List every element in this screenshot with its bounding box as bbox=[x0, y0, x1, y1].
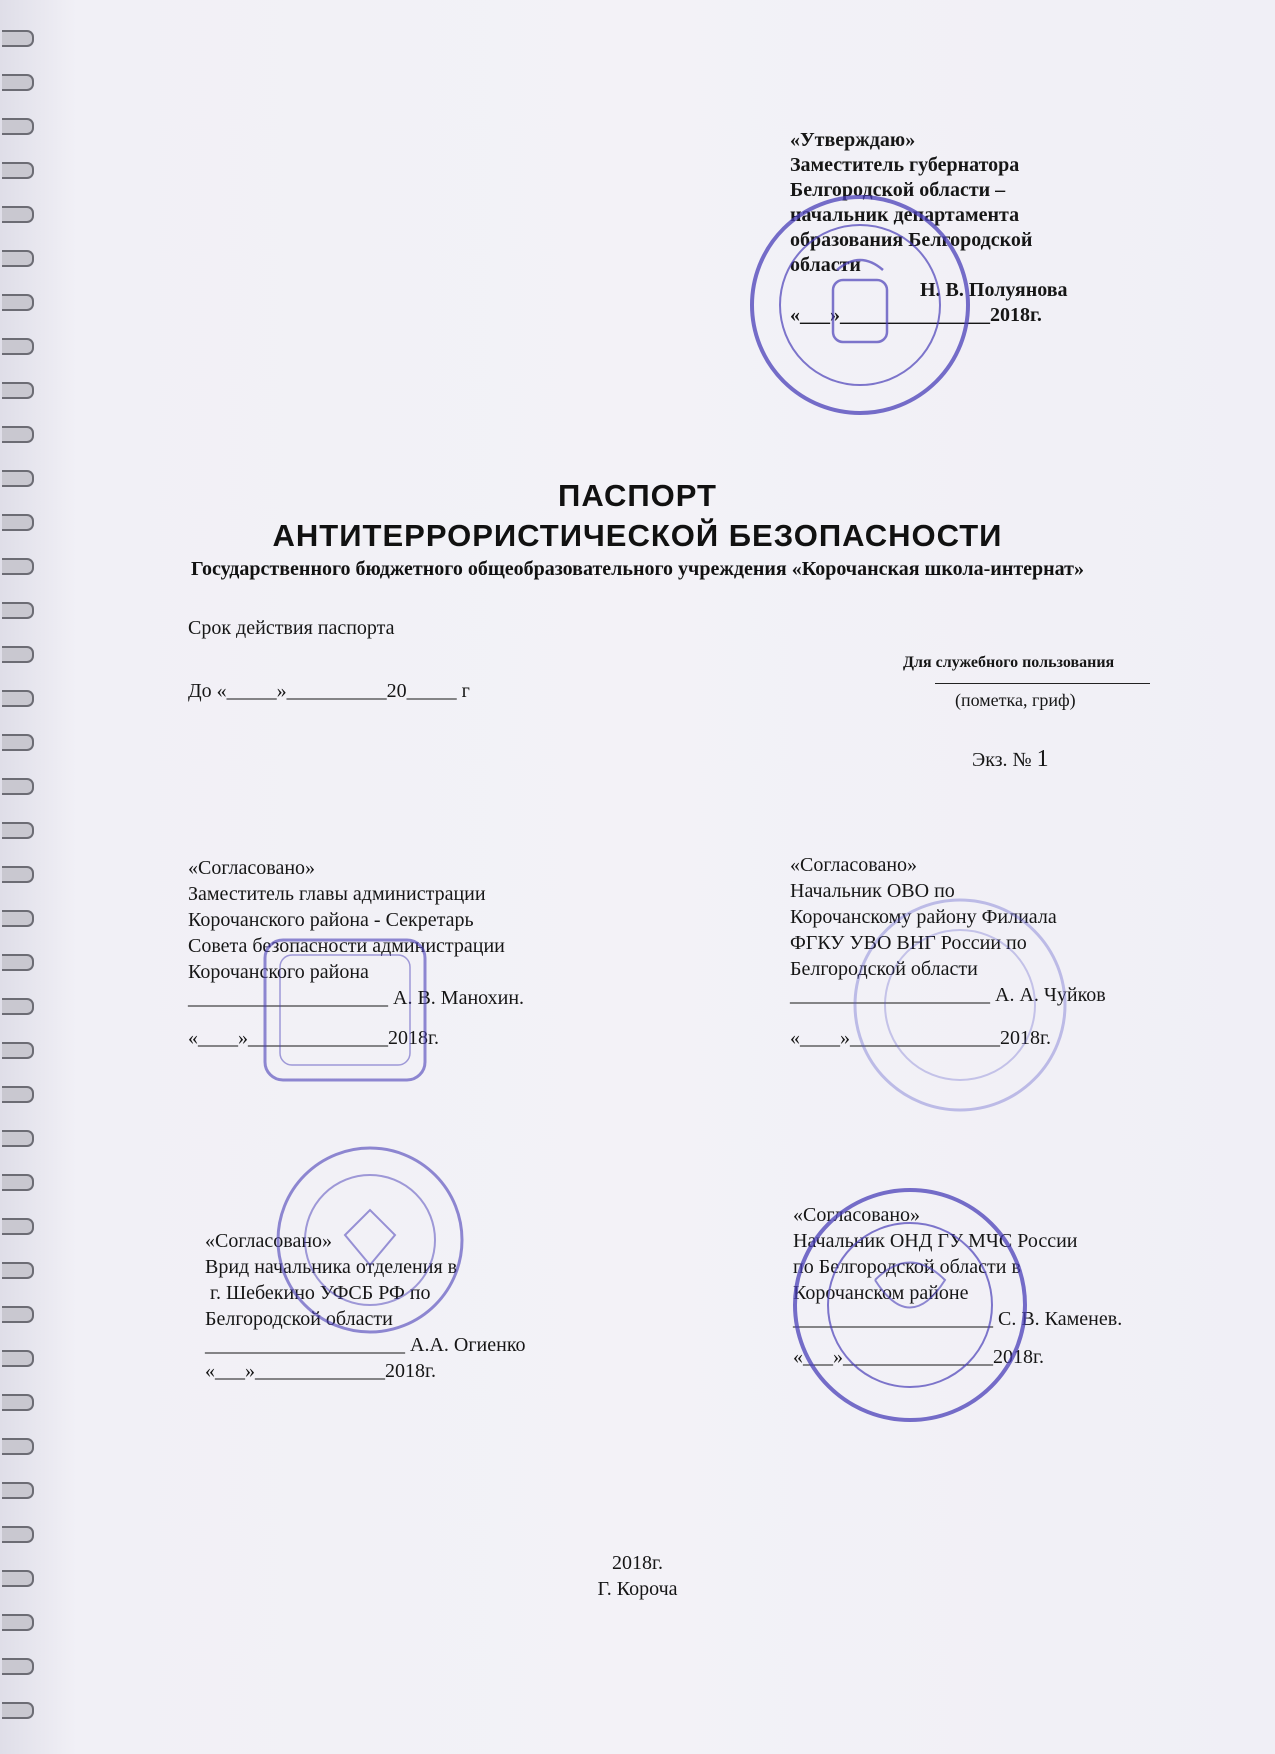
agreed-line: Совета безопасности администрации bbox=[188, 935, 505, 957]
institution-name: Государственного бюджетного общеобразовательного учреждения «Корочанская школа-интернат» bbox=[190, 558, 1084, 580]
agreed-signer: ____________________ А. А. Чуйков bbox=[790, 984, 1106, 1006]
binding-ring bbox=[2, 118, 34, 135]
classification-mark: (пометка, гриф) bbox=[955, 690, 1076, 710]
copy-number bbox=[972, 746, 1049, 773]
binding-ring bbox=[2, 30, 34, 47]
binding-ring bbox=[2, 1130, 34, 1147]
approval-signer: Н. В. Полуянова bbox=[920, 279, 1068, 301]
binding-ring bbox=[2, 338, 34, 355]
binding-ring bbox=[2, 954, 34, 971]
agreed-line: Начальник ОНД ГУ МЧС России bbox=[793, 1230, 1078, 1252]
classification-line bbox=[935, 683, 1150, 684]
validity-until: До «_____»__________20_____ г bbox=[188, 680, 470, 702]
agreed-line: Корочанского района - Секретарь bbox=[188, 909, 474, 931]
agreed-block-mchs bbox=[793, 1202, 1153, 1370]
validity-label: Срок действия паспорта bbox=[188, 617, 395, 639]
agreed-heading: «Согласовано» bbox=[188, 857, 316, 879]
binding-ring bbox=[2, 250, 34, 267]
approval-heading: «Утверждаю» bbox=[790, 129, 916, 151]
binding-ring bbox=[2, 1174, 34, 1191]
binding-ring bbox=[2, 1526, 34, 1543]
binding-ring bbox=[2, 1614, 34, 1631]
binding-ring bbox=[2, 426, 34, 443]
agreed-date: «___»_____________2018г. bbox=[205, 1360, 436, 1382]
binding-ring bbox=[2, 822, 34, 839]
agreed-date: «____»______________2018г. bbox=[188, 1027, 439, 1049]
copy-label: Экз. № bbox=[972, 749, 1032, 771]
binding-ring bbox=[2, 998, 34, 1015]
agreed-heading: «Согласовано» bbox=[790, 854, 918, 876]
footer bbox=[0, 1550, 1275, 1602]
approval-line: образования Белгородской bbox=[790, 229, 1033, 251]
agreed-block-fsb bbox=[205, 1228, 545, 1384]
agreed-line: Врид начальника отделения в bbox=[205, 1256, 458, 1278]
binding-ring bbox=[2, 1394, 34, 1411]
binding-ring bbox=[2, 1218, 34, 1235]
binding-ring bbox=[2, 602, 34, 619]
agreed-line: Корочанского района bbox=[188, 961, 369, 983]
approval-line: Белгородской области – bbox=[790, 179, 1006, 201]
binding-ring bbox=[2, 1702, 34, 1719]
approval-line: начальник департамента bbox=[790, 204, 1020, 226]
footer-year: 2018г. bbox=[612, 1552, 663, 1574]
copy-number-value: 1 bbox=[1036, 746, 1049, 772]
binding-ring bbox=[2, 646, 34, 663]
binding-ring bbox=[2, 1482, 34, 1499]
binding-ring bbox=[2, 206, 34, 223]
binding-ring bbox=[2, 1658, 34, 1675]
binding-ring bbox=[2, 1262, 34, 1279]
approval-line: области bbox=[790, 254, 861, 276]
binding-ring bbox=[2, 778, 34, 795]
agreed-line: Заместитель главы администрации bbox=[188, 883, 486, 905]
agreed-block-ovo bbox=[790, 852, 1140, 1051]
agreed-line: Белгородской области bbox=[205, 1308, 393, 1330]
agreed-line: г. Шебекино УФСБ РФ по bbox=[205, 1282, 431, 1304]
binding-ring bbox=[2, 162, 34, 179]
agreed-date: «____»_______________2018г. bbox=[790, 1027, 1051, 1049]
binding-ring bbox=[2, 1306, 34, 1323]
binding-ring bbox=[2, 1350, 34, 1367]
binding-ring bbox=[2, 294, 34, 311]
binding-ring bbox=[2, 866, 34, 883]
footer-city: Г. Короча bbox=[597, 1578, 678, 1600]
approval-block bbox=[790, 128, 1120, 328]
binding-ring bbox=[2, 910, 34, 927]
binding-ring bbox=[2, 1086, 34, 1103]
binding-ring bbox=[2, 382, 34, 399]
agreed-block-administration bbox=[188, 855, 568, 1051]
approval-line: Заместитель губернатора bbox=[790, 154, 1020, 176]
agreed-heading: «Согласовано» bbox=[205, 1230, 333, 1252]
agreed-line: ФГКУ УВО ВНГ России по bbox=[790, 932, 1027, 954]
agreed-line: Корочанскому району Филиала bbox=[790, 906, 1057, 928]
binding-ring bbox=[2, 1042, 34, 1059]
binding-ring bbox=[2, 690, 34, 707]
agreed-line: Белгородской области bbox=[790, 958, 978, 980]
document-title: ПАСПОРТ bbox=[558, 478, 717, 513]
agreed-heading: «Согласовано» bbox=[793, 1204, 921, 1226]
agreed-line: по Белгородской области в bbox=[793, 1256, 1021, 1278]
agreed-line: Корочанском районе bbox=[793, 1282, 969, 1304]
spiral-binding bbox=[0, 20, 40, 1740]
agreed-line: Начальник ОВО по bbox=[790, 880, 955, 902]
agreed-signer: ____________________ А.А. Огиенко bbox=[205, 1334, 526, 1356]
agreed-signer: ____________________ С. В. Каменев. bbox=[793, 1308, 1123, 1330]
classification-label: Для служебного пользования bbox=[903, 654, 1115, 671]
binding-ring bbox=[2, 734, 34, 751]
binding-ring bbox=[2, 74, 34, 91]
agreed-date: «___»_______________2018г. bbox=[793, 1346, 1044, 1368]
document-subtitle: АНТИТЕРРОРИСТИЧЕСКОЙ БЕЗОПАСНОСТИ bbox=[272, 518, 1003, 553]
approval-date: «___»_______________2018г. bbox=[790, 304, 1042, 326]
agreed-signer: ____________________ А. В. Манохин. bbox=[188, 987, 525, 1009]
binding-ring bbox=[2, 1438, 34, 1455]
